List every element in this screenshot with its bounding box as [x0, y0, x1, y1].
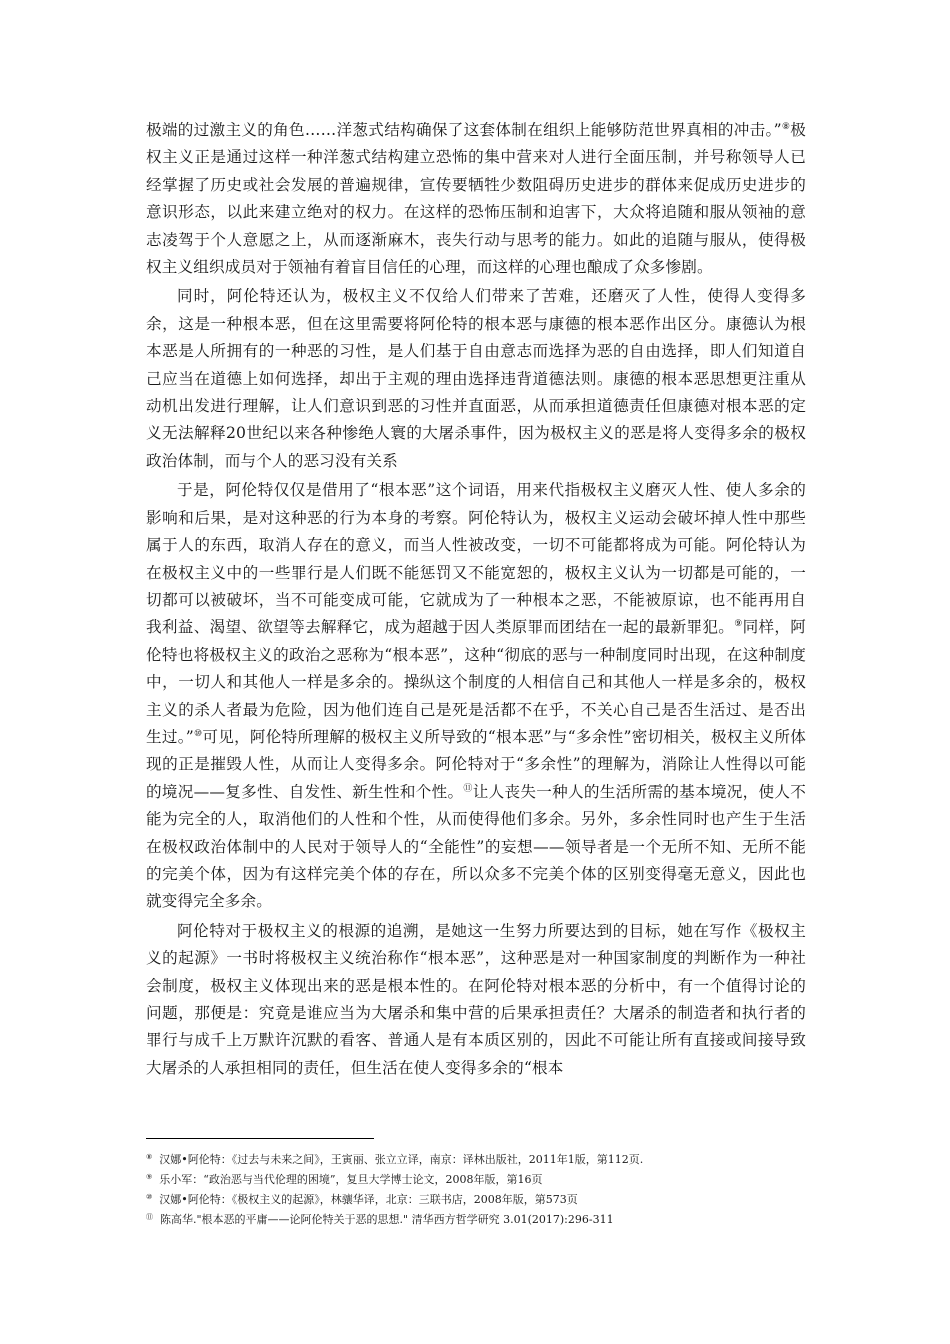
paragraph-2 — [146, 283, 806, 475]
footnote-mark: ⑧ — [146, 1153, 153, 1161]
paragraph-text: 同时，阿伦特还认为，极权主义不仅给人们带来了苦难，还磨灭了人性，使得人变得多余，这是一种根本恶，但在这里需要将阿伦特的根本恶与康德的根本恶作出区分。康德认为根本恶是人所拥有的一种恶的习性，是人们基于自由意志而选择为恶的自由选择，即人们知道自己应当在道德上如何选择，却出于主观的理由选择违背道德法则。康德的根本恶思想更注重从动机出发进行理解，让人们意识到恶的习性并直面恶，从而承担道德责任但康德对根本恶的定义无法解释20世纪以来各种惨绝人寰的大屠杀事件，因为极权主义的恶是将人变得多余的极权政治体制，而与个人的恶习没有关系 — [146, 287, 806, 470]
footnote-mark: ⑩ — [146, 1193, 153, 1201]
footnote-8 — [146, 1150, 806, 1170]
footnotes — [146, 1150, 806, 1230]
footnote-text: 乐小军：“政治恶与当代伦理的困境”，复旦大学博士论文，2008年版，第16页 — [159, 1173, 543, 1186]
body-text — [146, 117, 806, 1112]
footnote-separator — [146, 1138, 374, 1139]
footnote-ref-9[interactable]: ⑨ — [734, 619, 743, 630]
paragraph-text: 极权主义正是通过这样一种洋葱式结构建立恐怖的集中营来对人进行全面压制，并号称领导人已经掌握了历史或社会发展的普遍规律，宣传要牺牲少数阻碍历史进步的群体来促成历史进步的意识形态，以此来建立绝对的权力。在这样的恐怖压制和迫害下，大众将追随和服从领袖的意志凌驾于个人意愿之上，从而逐渐麻木，丧失行动与思考的能力。如此的追随与服从，使得极权主义组织成员对于领袖有着盲目信任的心理，而这样的心理也酿成了众多惨剧。 — [146, 121, 807, 277]
paragraph-text: 极端的过激主义的角色……洋葱式结构确保了这套体制在组织上能够防范世界真相的冲击。” — [146, 121, 782, 139]
footnote-11 — [146, 1210, 806, 1230]
paragraph-text: 同样，阿伦特也将极权主义的政治之恶称为“根本恶”，这种“彻底的恶与一种制度同时出现，在这种制度中，一切人和其他人一样是多余的。操纵这个制度的人相信自己和其他人一样是多余的，极权主义的杀人者最为危险，因为他们连自己是死是活都不在乎，不关心自己是否生活过、是否出生过。” — [146, 618, 806, 746]
paragraph-text: 于是，阿伦特仅仅是借用了“根本恶”这个词语，用来代指极权主义磨灭人性、使人多余的影响和后果，是对这种恶的行为本身的考察。阿伦特认为，极权主义运动会破坏掉人性中那些属于人的东西，取消人存在的意义，而当人性被改变，一切不可能都将成为可能。阿伦特认为在极权主义中的一些罪行是人们既不能惩罚又不能宽恕的，极权主义认为一切都是可能的，一切都可以被破坏，当不可能变成可能，它就成为了一种根本之恶，不能被原谅，也不能再用自我利益、渴望、欲望等去解释它，成为超越于因人类原罪而团结在一起的最新罪犯。 — [146, 481, 806, 637]
footnote-10 — [146, 1190, 806, 1210]
paragraph-text: 让人丧失一种人的生活所需的基本境况，使人不能为完全的人，取消他们的人性和个性，从而使得他们多余。另外，多余性同时也产生于生活在极权政治体制中的人民对于领导人的“全能性”的妄想——领导者是一个无所不知、无所不能的完美个体，因为有这样完美个体的存在，所以众多不完美个体的区别变得毫无意义，因此也就变得完全多余。 — [146, 782, 806, 911]
footnote-mark: ⑪ — [146, 1213, 153, 1221]
footnote-ref-10[interactable]: ⑩ — [193, 728, 203, 739]
paragraph-text: 可见，阿伦特所理解的极权主义所导致的“根本恶”与“多余性”密切相关，极权主义所体现的正是摧毁人性，从而让人变得多余。阿伦特对于“多余性”的理解为，消除让人性得以可能的境况——复多性、自发性、新生性和个性。 — [146, 727, 807, 801]
footnote-ref-11[interactable]: ⑪ — [463, 783, 473, 794]
paragraph-4 — [146, 918, 806, 1110]
paragraph-text: 阿伦特对于极权主义的根源的追溯，是她这一生努力所要达到的目标，她在写作《极权主义的起源》一书时将极权主义统治称作“根本恶”，这种恶是对一种国家制度的判断作为一种社会制度，极权主义体现出来的恶是根本性的。在阿伦特对根本恶的分析中，有一个值得讨论的问题，那便是：究竟是谁应当为大屠杀和集中营的后果承担责任？大屠杀的制造者和执行者的罪行与成千上万默许沉默的看客、普通人是有本质区别的，因此不可能让所有直接或间接导致大屠杀的人承担相同的责任，但生活在使人变得多余的“根本 — [146, 921, 806, 1077]
footnote-text: 陈高华."根本恶的平庸——论阿伦特关于恶的思想." 清华西方哲学研究 3.01(2017):296-311 — [160, 1213, 614, 1226]
paragraph-1 — [146, 117, 806, 281]
footnote-text: 汉娜•阿伦特：《过去与未来之间》，王寅丽、张立立译，南京：译林出版社，2011年1版，第112页. — [159, 1153, 644, 1166]
footnote-mark: ⑨ — [146, 1173, 153, 1181]
footnote-text: 汉娜•阿伦特：《极权主义的起源》，林骧华译，北京：三联书店，2008年版，第573页 — [159, 1193, 578, 1206]
paragraph-3 — [146, 477, 806, 916]
footnote-ref-8[interactable]: ⑧ — [781, 122, 791, 132]
footnote-9 — [146, 1170, 806, 1190]
